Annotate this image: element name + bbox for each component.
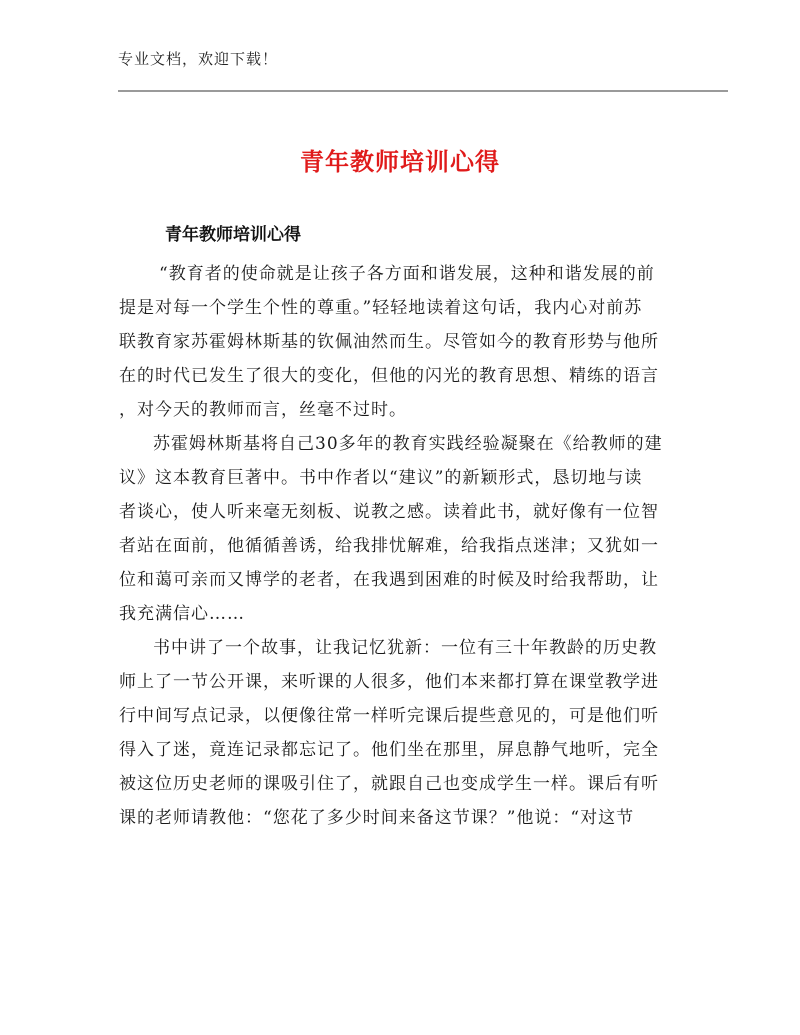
text-line: 师上了一节公开课，来听课的人很多，他们本来都打算在课堂教学进 [119, 672, 659, 692]
text-line: “教育者的使命就是让孩子各方面和谐发展，这种和谐发展的前 [159, 264, 655, 284]
body-text [119, 257, 664, 835]
header-text: 专业文档，欢迎下载！ [118, 50, 279, 68]
text-line: 在的时代已发生了很大的变化，但他的闪光的教育思想、精练的语言 [119, 366, 659, 386]
text-line: 被这位历史老师的课吸引住了，就跟自己也变成学生一样。课后有听 [119, 774, 659, 794]
text-line: ，对今天的教师而言，丝毫不过时。 [119, 400, 407, 420]
document-title: 青年教师培训心得 [300, 148, 500, 176]
text-line: 提是对每一个学生个性的尊重。”轻轻地读着这句话，我内心对前苏 [119, 298, 643, 318]
text-line: 课的老师请教他：“您花了多少时间来备这节课？”他说：“对这节 [119, 808, 635, 828]
text-line: 我充满信心…… [119, 604, 245, 624]
text-line: 行中间写点记录，以便像往常一样听完课后提些意见的，可是他们听 [119, 706, 659, 726]
text-line: 议》这本教育巨著中。书中作者以“建议”的新颖形式，恳切地与读 [119, 468, 643, 488]
text-line: 联教育家苏霍姆林斯基的钦佩油然而生。尽管如今的教育形势与他所 [119, 332, 659, 352]
section-heading: 青年教师培训心得 [165, 225, 301, 245]
text-line: 者站在面前，他循循善诱，给我排忧解难，给我指点迷津；又犹如一 [119, 536, 659, 556]
text-line: 位和蔼可亲而又博学的老者，在我遇到困难的时候及时给我帮助，让 [119, 570, 659, 590]
text-line: 得入了迷，竟连记录都忘记了。他们坐在那里，屏息静气地听，完全 [119, 740, 659, 760]
text-line: 者谈心，使人听来毫无刻板、说教之感。读着此书，就好像有一位智 [119, 502, 659, 522]
text-line: 书中讲了一个故事，让我记忆犹新：一位有三十年教龄的历史教 [153, 638, 657, 658]
header-divider [118, 90, 728, 92]
text-line: 苏霍姆林斯基将自己30多年的教育实践经验凝聚在《给教师的建 [153, 434, 663, 454]
